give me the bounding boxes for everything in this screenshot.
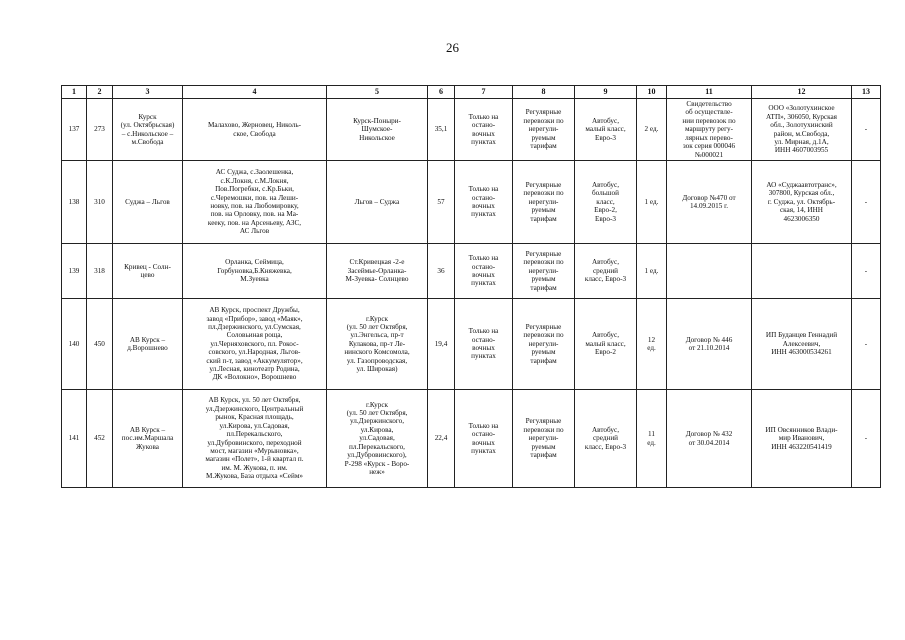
route-row-number: 137 xyxy=(62,99,87,161)
carrier-info: ООО «Золотухинское АТП», 306050, Курская обл., Золотухинский район, м.Свобода, ул. Мирная, д.1А, ИНН 4607003955 xyxy=(752,99,852,161)
route-reg-number: 450 xyxy=(87,299,113,390)
notes: - xyxy=(852,390,881,488)
route-stops: АВ Курск, ул. 50 лет Октября, ул.Дзержинского, Центральный рынок, Красная площадь, ул.Кирова, ул.Садовая, пл.Перекальского, ул.Дубровинского, переходной мост, магазин «Мурыновка», магазин «Полет», 1-й квартал п. им. М. Жукова, п. им. М.Жукова, База отдыха «Сейм» xyxy=(183,390,327,488)
route-reg-number: 310 xyxy=(87,161,113,244)
route-stops: Малахово, Жерновец, Николь- ское, Свобода xyxy=(183,99,327,161)
route-reg-number: 273 xyxy=(87,99,113,161)
vehicle-class: Автобус, средний класс, Евро-3 xyxy=(575,390,637,488)
route-reg-number: 452 xyxy=(87,390,113,488)
boarding-procedure: Только на остано- вочных пунктах xyxy=(455,244,513,299)
route-row-number: 140 xyxy=(62,299,87,390)
boarding-procedure: Только на остано- вочных пунктах xyxy=(455,390,513,488)
notes: - xyxy=(852,99,881,161)
boarding-procedure: Только на остано- вочных пунктах xyxy=(455,99,513,161)
vehicle-class: Автобус, малый класс, Евро-2 xyxy=(575,299,637,390)
vehicle-count: 12 ед. xyxy=(637,299,667,390)
permit-document: Договор № 446 от 21.10.2014 xyxy=(667,299,752,390)
carrier-info xyxy=(752,244,852,299)
route-streets: Ст.Кривецкая -2-е Засеймье-Орланка- М-Зуевка- Солнцево xyxy=(327,244,428,299)
route-streets: Льгов – Суджа xyxy=(327,161,428,244)
column-header: 6 xyxy=(428,86,455,99)
header-row xyxy=(62,86,881,99)
route-row-number: 138 xyxy=(62,161,87,244)
vehicle-count: 1 ед. xyxy=(637,244,667,299)
route-name: Курск (ул. Октябрьская) – с.Никольское – м.Свобода xyxy=(113,99,183,161)
carrier-info: ИП Овсянников Влади- мир Иванович, ИНН 463220541419 xyxy=(752,390,852,488)
column-header: 3 xyxy=(113,86,183,99)
vehicle-class: Автобус, малый класс, Евро-3 xyxy=(575,99,637,161)
permit-document: Договор №470 от 14.09.2015 г. xyxy=(667,161,752,244)
route-stops: АС Суджа, с.Заолешенка, с.К.Локня, с.М.Локня, Пов.Погребки, с.Кр.Бьки, с.Черемошки, пов. на Леши- новку, пов. на Любомировку, пов. на Орловку, пов. на Ма- кееку, пов. на Арсеньеву, АЗС, АС Льгов xyxy=(183,161,327,244)
notes: - xyxy=(852,299,881,390)
permit-document: Договор № 432 от 30.04.2014 xyxy=(667,390,752,488)
boarding-procedure: Только на остано- вочных пунктах xyxy=(455,161,513,244)
transport-type: Регулярные перевозки по нерегули- руемым тарифам xyxy=(513,299,575,390)
column-header: 7 xyxy=(455,86,513,99)
route-row-number: 139 xyxy=(62,244,87,299)
permit-document xyxy=(667,244,752,299)
route-name: Кривец - Солн- цево xyxy=(113,244,183,299)
carrier-info: ИП Буданцев Геннадий Алексеевич, ИНН 463000534261 xyxy=(752,299,852,390)
table-row xyxy=(62,99,881,161)
notes: - xyxy=(852,161,881,244)
route-stops: Орланка, Сеймица, Горбуновка,Б.Княжевка, М.Зуевка xyxy=(183,244,327,299)
boarding-procedure: Только на остано- вочных пунктах xyxy=(455,299,513,390)
route-length: 35,1 xyxy=(428,99,455,161)
route-stops: АВ Курск, проспект Дружбы, завод «Прибор», завод «Маяк», пл.Дзержинского, ул.Сумская, Соловьиная роща, ул.Черняховского, пл. Рокос- совского, ул.Народная, Льгов- ский п-т, завод «Аккумулятор», ул.Лесная, кинотеатр Родина, ДК «Волокно», Ворошнево xyxy=(183,299,327,390)
table-row xyxy=(62,244,881,299)
column-header: 13 xyxy=(852,86,881,99)
route-length: 36 xyxy=(428,244,455,299)
vehicle-class: Автобус, большой класс, Евро-2, Евро-3 xyxy=(575,161,637,244)
column-header: 12 xyxy=(752,86,852,99)
notes: - xyxy=(852,244,881,299)
table-row xyxy=(62,299,881,390)
vehicle-class: Автобус, средний класс, Евро-3 xyxy=(575,244,637,299)
route-reg-number: 318 xyxy=(87,244,113,299)
column-header: 5 xyxy=(327,86,428,99)
column-header: 10 xyxy=(637,86,667,99)
route-length: 19,4 xyxy=(428,299,455,390)
route-streets: г.Курск (ул. 50 лет Октября, ул.Энгельса, пр-т Кулакова, пр-т Ле- нинского Комсомола, ул. Газопроводская, ул. Широкая) xyxy=(327,299,428,390)
route-name: АВ Курск – пос.им.Маршала Жукова xyxy=(113,390,183,488)
page-number: 26 xyxy=(446,40,459,55)
column-header: 11 xyxy=(667,86,752,99)
route-name: Суджа – Льгов xyxy=(113,161,183,244)
transport-type: Регулярные перевозки по нерегули- руемым тарифам xyxy=(513,390,575,488)
routes-table xyxy=(61,85,881,488)
route-name: АВ Курск – д.Ворошнево xyxy=(113,299,183,390)
column-header: 8 xyxy=(513,86,575,99)
vehicle-count: 1 ед. xyxy=(637,161,667,244)
vehicle-count: 11 ед. xyxy=(637,390,667,488)
route-row-number: 141 xyxy=(62,390,87,488)
column-header: 2 xyxy=(87,86,113,99)
route-length: 57 xyxy=(428,161,455,244)
transport-type: Регулярные перевозки по нерегули- руемым тарифам xyxy=(513,161,575,244)
route-streets: Курск-Поныри- Шумское- Никольское xyxy=(327,99,428,161)
route-streets: г.Курск (ул. 50 лет Октября, ул.Дзержинского, ул.Кирова, ул.Садовая, пл.Перекальского, ул.Дубровинского), Р-298 «Курск - Воро- неж» xyxy=(327,390,428,488)
carrier-info: АО «Суджаавтотранс», 307800, Курская обл., г. Суджа, ул. Октябрь- ская, 14, ИНН 4623006350 xyxy=(752,161,852,244)
column-header: 4 xyxy=(183,86,327,99)
column-header: 9 xyxy=(575,86,637,99)
transport-type: Регулярные перевозки по нерегули- руемым тарифам xyxy=(513,99,575,161)
table-row xyxy=(62,161,881,244)
route-length: 22,4 xyxy=(428,390,455,488)
vehicle-count: 2 ед. xyxy=(637,99,667,161)
transport-type: Регулярные перевозки по нерегули- руемым тарифам xyxy=(513,244,575,299)
column-header: 1 xyxy=(62,86,87,99)
table-row xyxy=(62,390,881,488)
permit-document: Свидетельство об осуществле- нии перевозок по маршруту регу- лярных перево- зок серия 000046 №000021 xyxy=(667,99,752,161)
